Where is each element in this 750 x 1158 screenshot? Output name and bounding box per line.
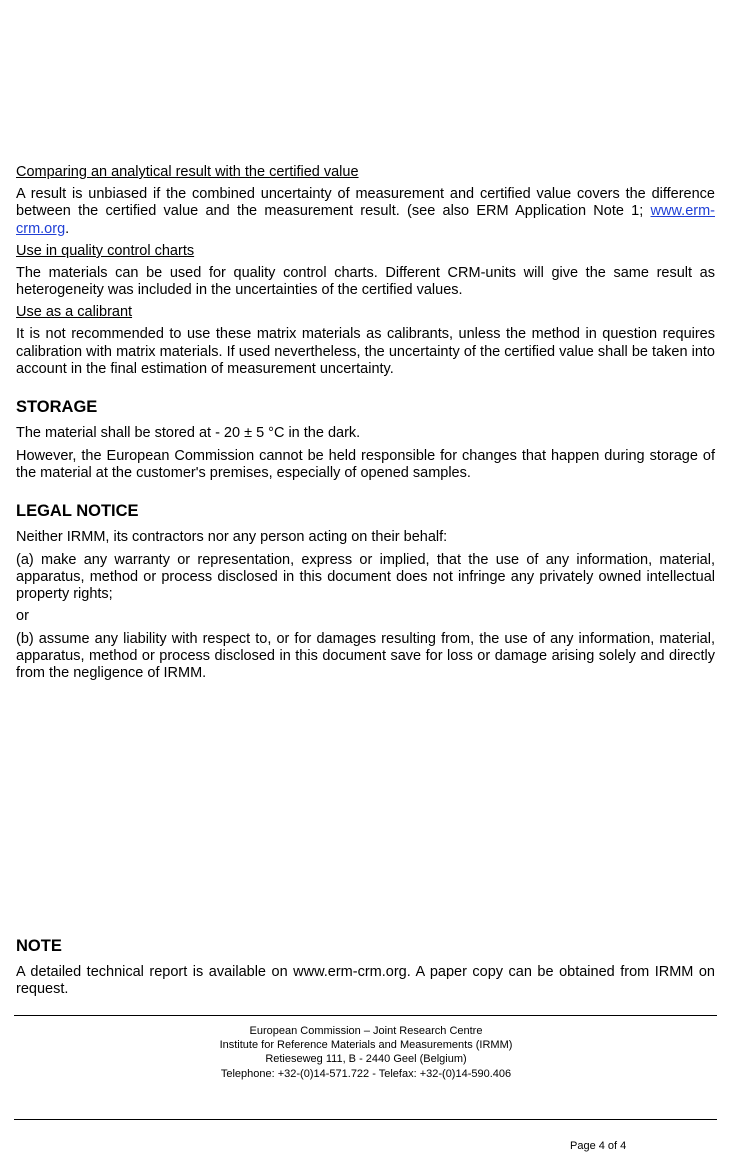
- note-paragraph: A detailed technical report is available on www.erm-crm.org. A paper copy can be obtained from IRMM on request.: [16, 964, 715, 998]
- footer-line-3: Retieseweg 111, B - 2440 Geel (Belgium): [265, 1053, 467, 1066]
- footer-divider-top: [14, 1015, 717, 1016]
- qc-paragraph: The materials can be used for quality control charts. Different CRM-units will give the same result as heterogeneity was included in the uncertainties of the certified values.: [16, 264, 715, 299]
- legal-clause-b: (b) assume any liability with respect to, or for damages resulting from, the use of any information, material, apparatus, method or process disclosed in this document save for loss or damage arising solely and directly from the negligence of IRMM.: [16, 630, 715, 682]
- note-heading: NOTE: [16, 937, 62, 955]
- calibrant-paragraph: It is not recommended to use these matrix materials as calibrants, unless the method in question requires calibration with matrix materials. If used nevertheless, the uncertainty of the certified value shall be taken into account in the final estimation of measurement uncertainty.: [16, 326, 715, 378]
- qc-heading: Use in quality control charts: [16, 242, 195, 259]
- footer-line-2: Institute for Reference Materials and Measurements (IRMM): [219, 1039, 513, 1052]
- legal-clause-a: (a) make any warranty or representation, express or implied, that the use of any information, material, apparatus, method or process disclosed in this document does not infringe any privately owned intellectual property rights;: [16, 551, 715, 603]
- legal-or: or: [16, 608, 29, 625]
- comparing-heading: Comparing an analytical result with the certified value: [16, 164, 359, 180]
- legal-heading: LEGAL NOTICE: [16, 502, 139, 521]
- erm-link[interactable]: www.erm-crm.org: [16, 203, 715, 237]
- legal-intro: Neither IRMM, its contractors nor any person acting on their behalf:: [16, 529, 448, 546]
- main-content: [16, 164, 715, 688]
- storage-heading: STORAGE: [16, 398, 98, 417]
- storage-paragraph-1: The material shall be stored at - 20 ± 5 °C in the dark.: [16, 425, 361, 442]
- footer-divider-bottom: [14, 1119, 717, 1120]
- footer-line-4: Telephone: +32-(0)14-571.722 - Telefax: +32-(0)14-590.406: [220, 1067, 512, 1080]
- note-section: [16, 936, 715, 1004]
- comparing-paragraph: A result is unbiased if the combined uncertainty of measurement and certified value covers the difference between the certified value and the measurement result. (see also ERM Application Note 1; www.erm-crm.org.: [16, 186, 715, 237]
- calibrant-heading: Use as a calibrant: [16, 304, 133, 321]
- page-number: Page 4 of 4: [570, 1140, 627, 1152]
- footer: [0, 1024, 732, 1081]
- footer-line-1: European Commission – Joint Research Centre: [249, 1025, 483, 1037]
- storage-paragraph-2: However, the European Commission cannot be held responsible for changes that happen during storage of the material at the customer's premises, especially of opened samples.: [16, 447, 715, 481]
